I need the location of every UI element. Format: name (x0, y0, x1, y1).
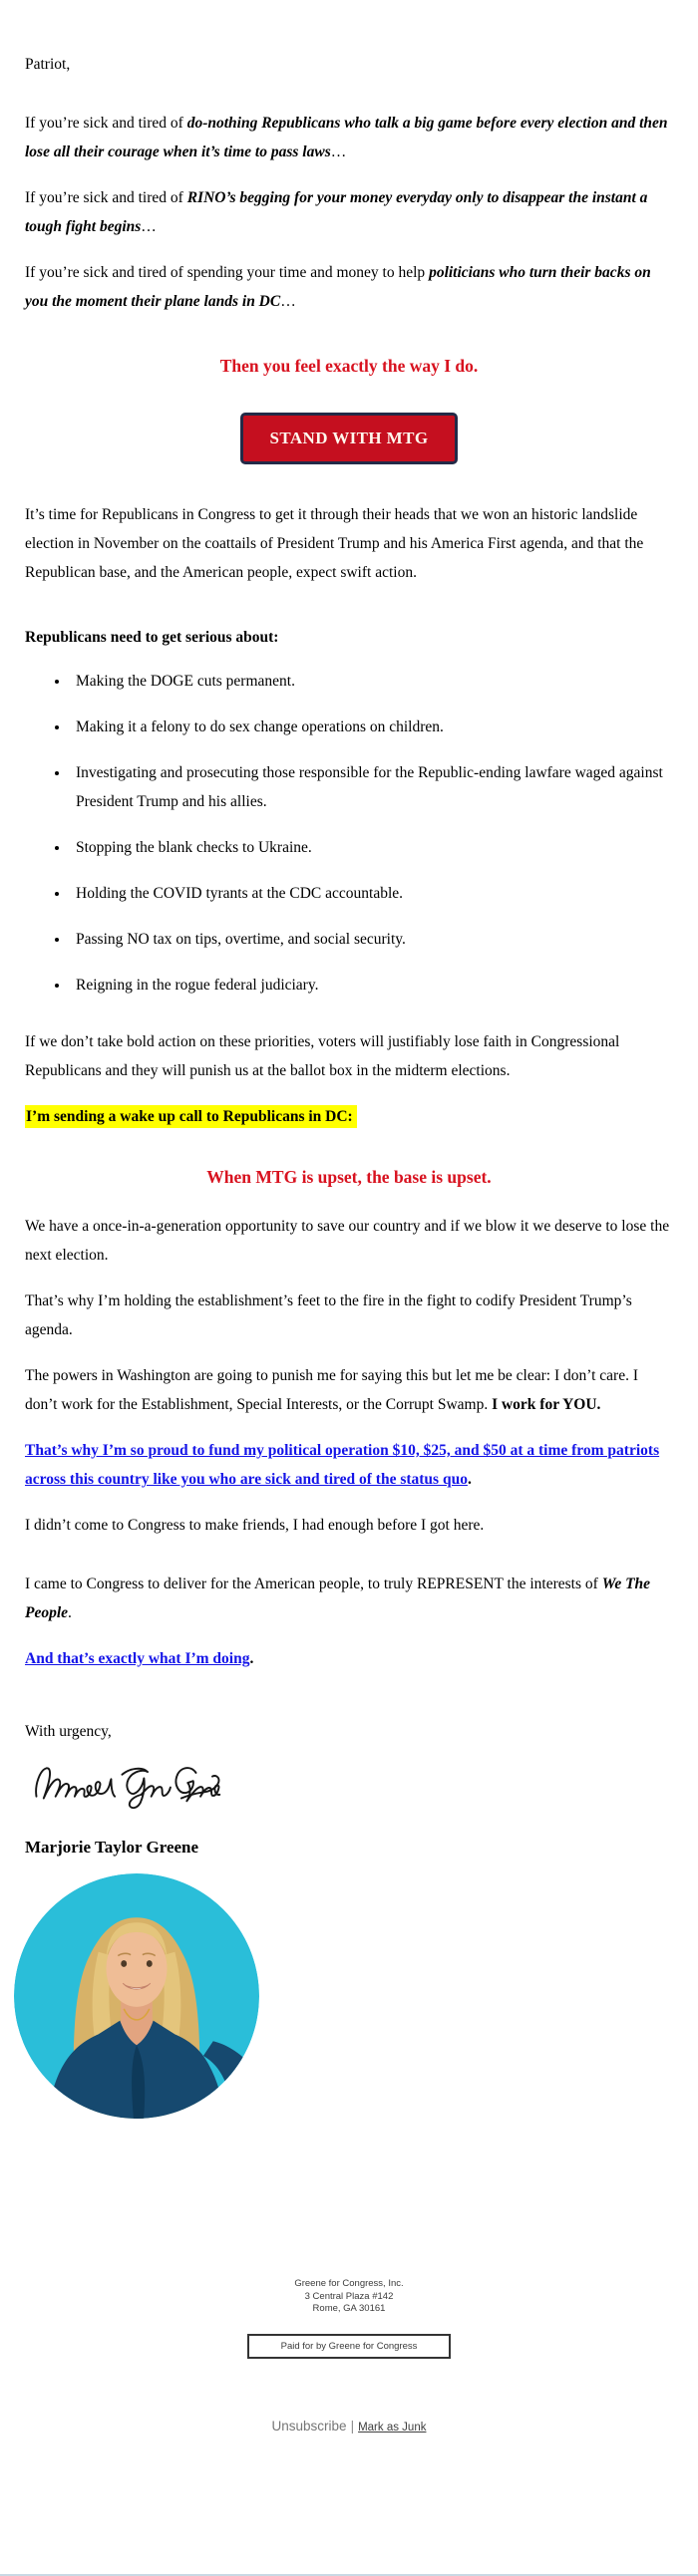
portrait-photo (14, 1873, 259, 2119)
paragraph-establishment-feet: That’s why I’m holding the establishment’s feet to the fire in the fight to codify President Trump’s agenda. (25, 1292, 632, 1338)
list-item: • Making it a felony to do sex change operations on children. (70, 713, 673, 741)
paragraph-once-in-generation: We have a once-in-a-generation opportunity to save our country and if we blow it we deserve to lose the next election. (25, 1218, 670, 1264)
paragraph-make-friends: I didn’t come to Congress to make friends, I had enough before I got here. (25, 1517, 485, 1534)
p2-ellipsis: … (141, 218, 157, 235)
paragraph-exactly-doing (25, 1644, 673, 1673)
sender-name: Marjorie Taylor Greene (25, 1838, 199, 1857)
p1-pre: If you’re sick and tired of (25, 115, 187, 132)
p11-pre: I came to Congress to deliver for the American people, to truly REPRESENT the interests of (25, 1575, 602, 1592)
paragraph-represent (25, 1570, 673, 1627)
paragraph-sick-tired-3 (25, 258, 673, 316)
priorities-list (25, 667, 673, 1000)
closing-line: With urgency, (25, 1723, 112, 1740)
p8-bold: I work for YOU. (492, 1396, 601, 1413)
p1-ellipsis: … (330, 143, 347, 160)
red-heading-mtg-upset: When MTG is upset, the base is upset. (206, 1167, 492, 1187)
list-item: • Reigning in the rogue federal judiciary. (70, 971, 673, 1000)
email-footer (0, 2278, 698, 2433)
list-item: • Making the DOGE cuts permanent. (70, 667, 673, 696)
signature-image (31, 1754, 673, 1817)
link2-period: . (249, 1650, 254, 1667)
p3-pre: If you’re sick and tired of spending your time and money to help (25, 264, 430, 281)
list-item: • Investigating and prosecuting those responsible for the Republic-ending lawfare waged against President Trump and his allies. (70, 758, 673, 816)
list-item: • Holding the COVID tyrants at the CDC accountable. (70, 879, 673, 908)
committee-address (0, 2278, 698, 2316)
link1-period: . (467, 1471, 472, 1488)
paragraph-powers-washington (25, 1361, 673, 1419)
exactly-what-doing-link[interactable]: And that’s exactly what I’m doing (25, 1650, 250, 1667)
p11-period: . (68, 1604, 72, 1621)
list-heading: Republicans need to get serious about: (25, 629, 279, 646)
highlight-row (25, 1102, 673, 1131)
cta-row (25, 413, 673, 464)
paragraph-bold-action: If we don’t take bold action on these priorities, voters will justifiably lose faith in Congressional Republicans and they will punish us at the ballot box in the midterm elections. (25, 1033, 620, 1079)
p3-emphasis: politicians who turn their backs on you the moment their plane lands in DC (25, 264, 651, 310)
list-item: • Stopping the blank checks to Ukraine. (70, 833, 673, 862)
stand-with-mtg-button[interactable]: STAND WITH MTG (240, 413, 459, 464)
p3-ellipsis: … (280, 293, 296, 310)
paragraph-sick-tired-2 (25, 183, 673, 241)
p8-pre: The powers in Washington are going to punish me for saying this but let me be clear: I don’t care. I don’t work for the Establishment, Special Interests, or the Corrupt Swamp. (25, 1367, 639, 1413)
p2-pre: If you’re sick and tired of (25, 189, 187, 206)
unsubscribe-row (0, 2419, 698, 2433)
salutation: Patriot, (25, 56, 71, 73)
red-heading-feel-the-way: Then you feel exactly the way I do. (219, 356, 479, 376)
paragraph-fund-operation (25, 1436, 673, 1494)
p2-emphasis: RINO’s begging for your money everyday only to disappear the instant a tough fight begins (25, 189, 648, 235)
paid-for-disclaimer: Paid for by Greene for Congress (247, 2334, 452, 2359)
committee-name: Greene for Congress, Inc. (294, 2278, 404, 2289)
separator: | (350, 2418, 355, 2433)
paragraph-its-time: It’s time for Republicans in Congress to get it through their heads that we won an historic landslide election in November on the coattails of President Trump and his America First agenda, and that the Republican base, and the American people, expect swift action. (25, 506, 644, 581)
list-item: • Passing NO tax on tips, overtime, and social security. (70, 925, 673, 954)
paragraph-sick-tired-1 (25, 109, 673, 166)
yellow-highlight-text: I’m sending a wake up call to Republicans in DC: (25, 1105, 357, 1128)
unsubscribe-link[interactable]: Unsubscribe (271, 2418, 347, 2433)
fund-operation-link[interactable]: That’s why I’m so proud to fund my political operation $10, $25, and $50 at a time from patriots across this country like you who are sick and tired of the status quo (25, 1442, 660, 1488)
address-line-2: Rome, GA 30161 (312, 2303, 386, 2314)
address-line-1: 3 Central Plaza #142 (304, 2290, 394, 2302)
mark-as-junk-link[interactable]: Mark as Junk (358, 2421, 427, 2433)
p11-emphasis: We The People (25, 1575, 651, 1621)
p1-emphasis: do-nothing Republicans who talk a big game before every election and then lose all their courage when it’s time to pass laws (25, 115, 668, 160)
